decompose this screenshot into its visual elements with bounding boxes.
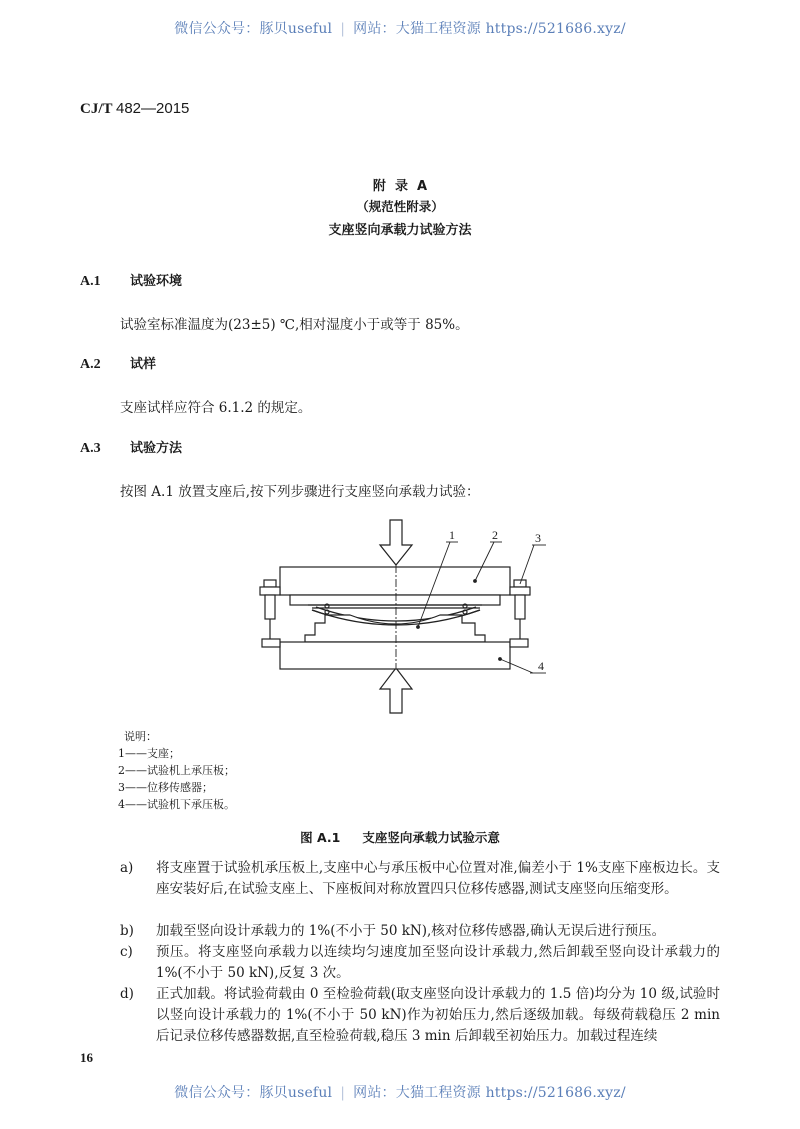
step-marker: c) <box>120 944 133 960</box>
section-heading-a3 <box>80 437 182 457</box>
legend-item: 3——位移传感器； <box>118 781 213 794</box>
step-b <box>120 921 720 942</box>
section-number: A.1 <box>80 274 101 289</box>
legend-title: 说明： <box>124 730 157 743</box>
watermark-bottom <box>0 1082 800 1102</box>
figure-legend <box>118 728 235 813</box>
lower-seat-plate <box>305 615 485 642</box>
watermark-top <box>0 18 800 38</box>
section-body-a2: 支座试样应符合 6.1.2 的规定。 <box>120 400 312 416</box>
watermark-right: 网站：大猫工程资源 https://521686.xyz/ <box>353 1085 626 1101</box>
section-heading-a1 <box>80 270 182 290</box>
step-text: 将支座置于试验机承压板上,支座中心与承压板中心位置对准,偏差小于 1%支座下座板边长。支座安装好后,在试验支座上、下座板间对称放置四只位移传感器,测试支座竖向压缩变形。 <box>156 860 720 897</box>
appendix-title: 附 录 A <box>372 179 428 194</box>
section-body-a3: 按图 A.1 放置支座后,按下列步骤进行支座竖向承载力试验： <box>120 484 480 500</box>
step-d <box>120 984 720 1047</box>
appendix-subject: 支座竖向承载力试验方法 <box>328 223 472 238</box>
step-a <box>120 858 720 900</box>
section-heading-a2 <box>80 353 156 373</box>
standard-code <box>80 100 189 118</box>
lower-platen <box>280 642 510 669</box>
step-text: 预压。将支座竖向承载力以连续均匀速度加至竖向设计承载力,然后卸载至竖向设计承载力的 1%(不小于 50 kN),反复 3 次。 <box>156 944 720 981</box>
load-arrow-down-icon <box>380 520 412 565</box>
callout-4: 4 <box>538 659 544 673</box>
load-arrow-up-icon <box>380 668 412 713</box>
watermark-right: 网站：大猫工程资源 https://521686.xyz/ <box>353 21 626 37</box>
watermark-left: 微信公众号：豚贝useful <box>174 21 333 37</box>
section-number: A.3 <box>80 441 101 456</box>
section-body-a1: 试验室标准温度为(23±5) ℃,相对湿度小于或等于 85%。 <box>120 317 469 333</box>
bearing-test-diagram <box>250 515 560 720</box>
figure-number: 图 A.1 <box>300 830 341 845</box>
legend-item: 1——支座； <box>118 747 180 760</box>
legend-item: 2——试验机上承压板； <box>118 764 235 777</box>
watermark-separator: | <box>340 21 346 37</box>
displacement-sensor-left <box>260 580 280 639</box>
step-text: 正式加载。将试验荷载由 0 至检验荷载(取支座竖向设计承载力的 1.5 倍)均分为 10 级,试验时以竖向设计承载力的 1%(不小于 50 kN)作为初始压力,然后逐级加载。每级荷载稳压 2 min 后记录位移传感器数据,直至检验荷载,稳压 3 min 后卸载至初始压力。加载过程连续 <box>156 986 720 1044</box>
upper-seat-plate <box>290 595 500 605</box>
legend-item: 4——试验机下承压板。 <box>118 798 235 811</box>
figure-caption <box>0 828 800 846</box>
callout-3: 3 <box>535 531 541 545</box>
step-marker: a) <box>120 860 134 876</box>
standard-prefix: CJ/T <box>80 101 113 117</box>
section-title: 试验方法 <box>130 441 183 456</box>
callout-2: 2 <box>492 528 498 542</box>
step-text: 加载至竖向设计承载力的 1%(不小于 50 kN),核对位移传感器,确认无误后进行预压。 <box>156 923 666 939</box>
section-title: 试样 <box>130 357 157 372</box>
figure-title: 支座竖向承载力试验示意 <box>362 830 500 845</box>
step-c <box>120 942 720 984</box>
section-number: A.2 <box>80 357 101 372</box>
standard-number: 482—2015 <box>115 100 190 117</box>
step-marker: d) <box>120 986 134 1002</box>
callout-1: 1 <box>449 528 455 542</box>
page-number: 16 <box>80 1050 93 1065</box>
watermark-separator: | <box>340 1085 346 1101</box>
section-title: 试验环境 <box>130 274 183 289</box>
appendix-type: （规范性附录） <box>356 199 444 214</box>
watermark-left: 微信公众号：豚贝useful <box>174 1085 333 1101</box>
step-marker: b) <box>120 923 134 939</box>
displacement-sensor-right <box>510 580 530 639</box>
